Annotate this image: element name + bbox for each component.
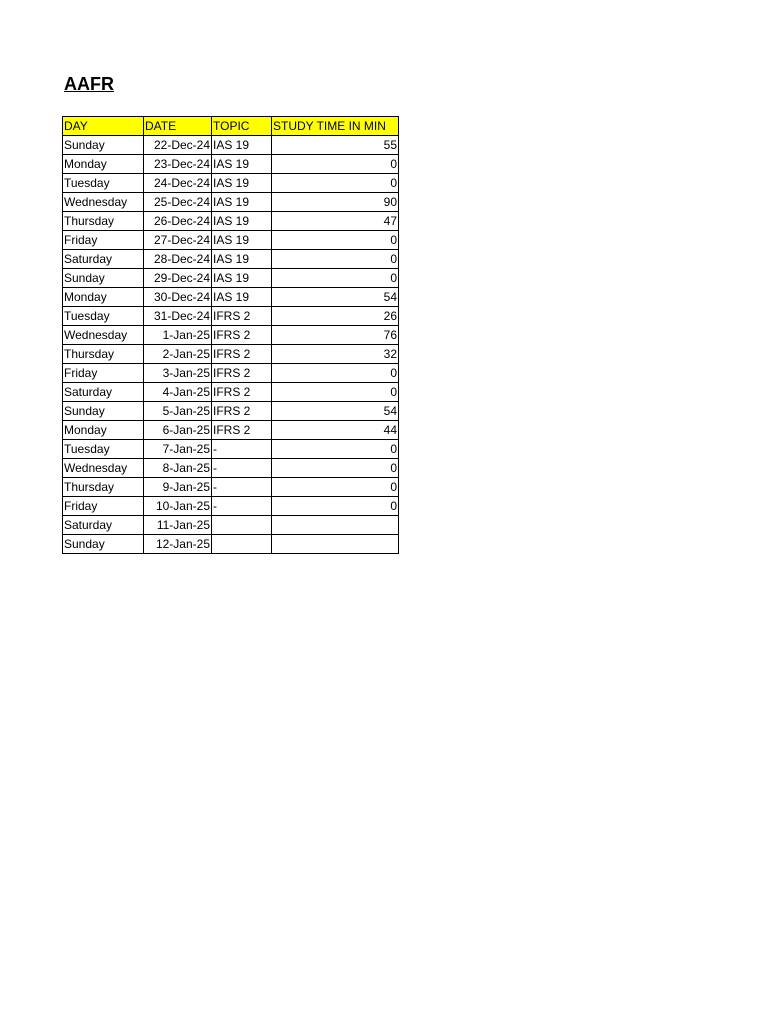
cell-date: 5-Jan-25 [144,402,212,421]
cell-day: Tuesday [63,440,144,459]
cell-study-time: 0 [272,478,399,497]
cell-date: 10-Jan-25 [144,497,212,516]
table-row [63,402,399,421]
table-row [63,478,399,497]
header-row [63,117,399,136]
table-row [63,440,399,459]
cell-date: 27-Dec-24 [144,231,212,250]
cell-day: Sunday [63,402,144,421]
cell-date: 30-Dec-24 [144,288,212,307]
cell-topic: IAS 19 [212,231,272,250]
cell-study-time: 0 [272,364,399,383]
table-row [63,516,399,535]
cell-study-time: 0 [272,231,399,250]
cell-date: 4-Jan-25 [144,383,212,402]
cell-study-time: 26 [272,307,399,326]
cell-topic: IFRS 2 [212,383,272,402]
cell-date: 22-Dec-24 [144,136,212,155]
cell-study-time: 0 [272,459,399,478]
cell-topic: IAS 19 [212,174,272,193]
cell-day: Wednesday [63,459,144,478]
table-row [63,212,399,231]
cell-date: 2-Jan-25 [144,345,212,364]
table-row [63,421,399,440]
cell-date: 24-Dec-24 [144,174,212,193]
header-topic: TOPIC [212,117,272,136]
cell-study-time: 0 [272,250,399,269]
table-row [63,269,399,288]
page-title: AAFR [64,74,114,94]
cell-date: 11-Jan-25 [144,516,212,535]
cell-topic: IFRS 2 [212,364,272,383]
table-row [63,307,399,326]
table-row [63,459,399,478]
table-row [63,326,399,345]
cell-topic: IAS 19 [212,193,272,212]
cell-day: Saturday [63,250,144,269]
cell-study-time [272,516,399,535]
study-log-table [62,116,399,554]
cell-study-time: 54 [272,288,399,307]
table-row [63,345,399,364]
cell-day: Monday [63,421,144,440]
cell-day: Friday [63,364,144,383]
cell-date: 12-Jan-25 [144,535,212,554]
cell-topic: IFRS 2 [212,307,272,326]
cell-day: Sunday [63,535,144,554]
cell-study-time: 47 [272,212,399,231]
cell-study-time: 0 [272,383,399,402]
table-row [63,231,399,250]
cell-day: Sunday [63,136,144,155]
cell-study-time: 0 [272,174,399,193]
header-day: DAY [63,117,144,136]
cell-study-time: 76 [272,326,399,345]
cell-day: Thursday [63,345,144,364]
cell-study-time: 0 [272,440,399,459]
cell-topic: IFRS 2 [212,421,272,440]
cell-day: Tuesday [63,307,144,326]
cell-date: 25-Dec-24 [144,193,212,212]
table-row [63,535,399,554]
cell-day: Wednesday [63,193,144,212]
cell-date: 1-Jan-25 [144,326,212,345]
cell-day: Saturday [63,383,144,402]
cell-date: 31-Dec-24 [144,307,212,326]
cell-day: Tuesday [63,174,144,193]
cell-date: 7-Jan-25 [144,440,212,459]
cell-topic: - [212,497,272,516]
cell-study-time: 32 [272,345,399,364]
cell-day: Sunday [63,269,144,288]
cell-day: Thursday [63,478,144,497]
cell-study-time: 0 [272,155,399,174]
cell-date: 28-Dec-24 [144,250,212,269]
cell-study-time: 55 [272,136,399,155]
cell-topic: - [212,459,272,478]
table-row [63,174,399,193]
cell-topic: IFRS 2 [212,402,272,421]
cell-topic: IFRS 2 [212,326,272,345]
cell-date: 8-Jan-25 [144,459,212,478]
cell-day: Friday [63,497,144,516]
table-body [63,136,399,554]
table-row [63,250,399,269]
cell-study-time: 54 [272,402,399,421]
cell-topic: - [212,440,272,459]
cell-day: Friday [63,231,144,250]
table-row [63,383,399,402]
table-row [63,193,399,212]
table-row [63,497,399,516]
cell-study-time: 90 [272,193,399,212]
cell-day: Thursday [63,212,144,231]
cell-topic: - [212,478,272,497]
cell-date: 26-Dec-24 [144,212,212,231]
header-date: DATE [144,117,212,136]
cell-date: 6-Jan-25 [144,421,212,440]
cell-study-time: 44 [272,421,399,440]
cell-topic: IAS 19 [212,250,272,269]
cell-topic: IAS 19 [212,155,272,174]
table-row [63,364,399,383]
cell-topic: IAS 19 [212,269,272,288]
table-row [63,136,399,155]
cell-topic: IAS 19 [212,136,272,155]
cell-day: Wednesday [63,326,144,345]
cell-study-time: 0 [272,497,399,516]
cell-topic: IAS 19 [212,212,272,231]
cell-topic [212,535,272,554]
cell-topic: IFRS 2 [212,345,272,364]
cell-date: 3-Jan-25 [144,364,212,383]
table-row [63,288,399,307]
cell-date: 29-Dec-24 [144,269,212,288]
cell-topic [212,516,272,535]
header-study-time: STUDY TIME IN MIN [272,117,399,136]
cell-topic: IAS 19 [212,288,272,307]
cell-date: 23-Dec-24 [144,155,212,174]
cell-day: Monday [63,155,144,174]
cell-study-time: 0 [272,269,399,288]
cell-date: 9-Jan-25 [144,478,212,497]
cell-day: Saturday [63,516,144,535]
cell-study-time [272,535,399,554]
table-row [63,155,399,174]
cell-day: Monday [63,288,144,307]
